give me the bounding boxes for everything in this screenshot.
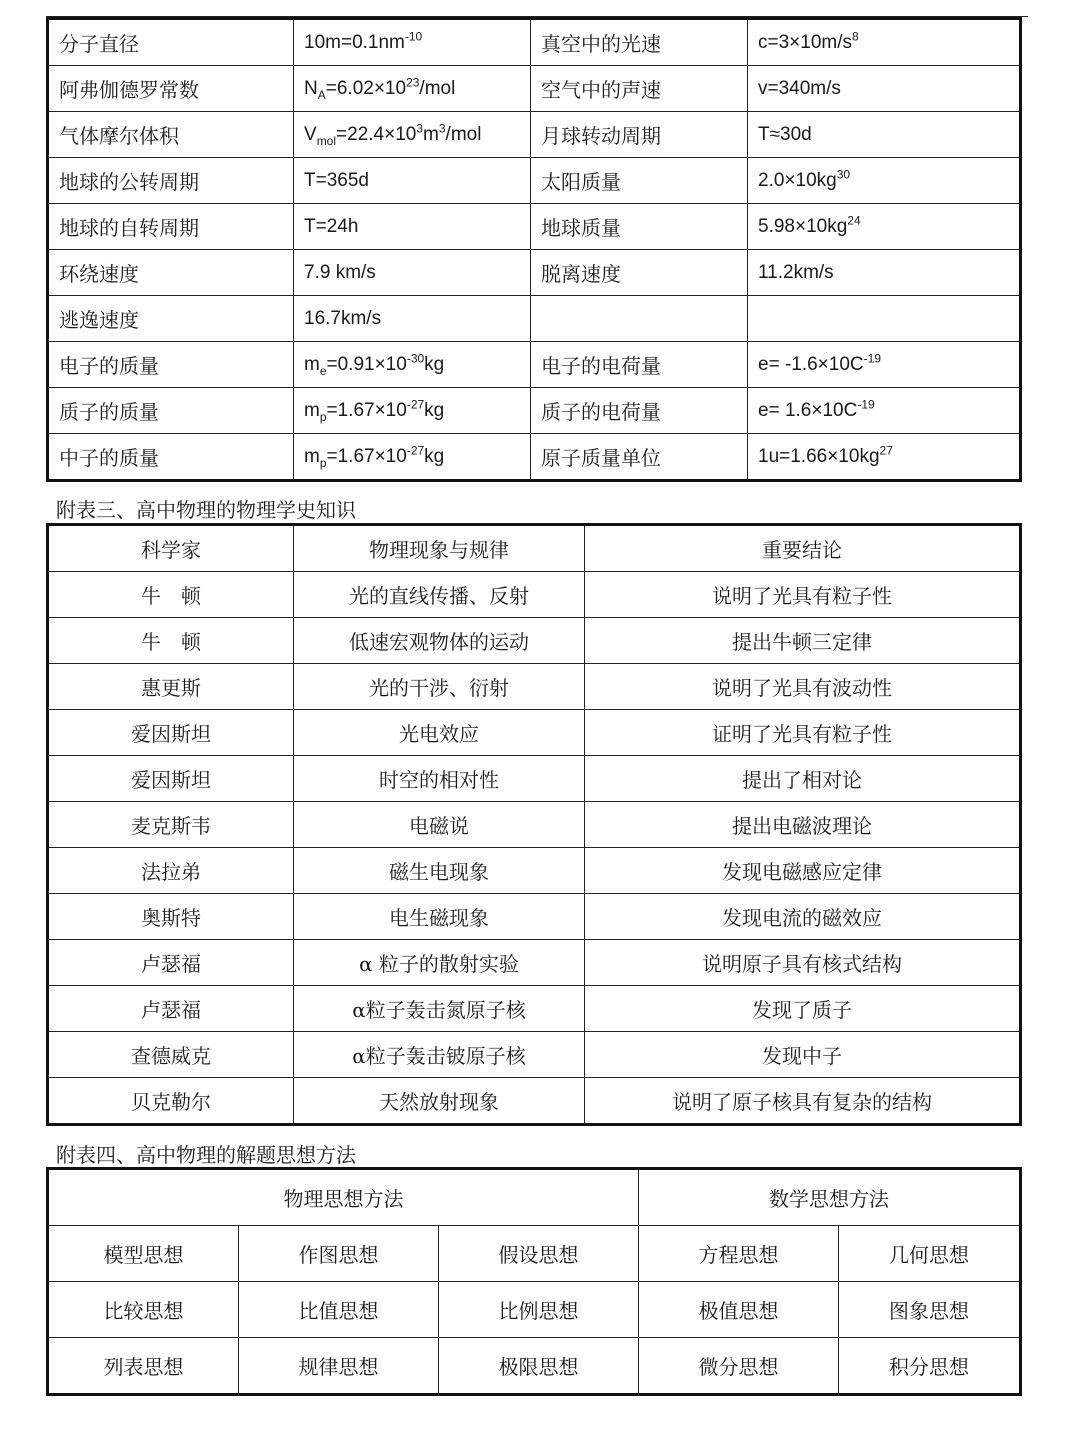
- value-part: 11.2km/s: [758, 261, 834, 283]
- constant-value: [748, 296, 1021, 342]
- value-part: 2.0×10: [758, 169, 817, 191]
- physics-method-cell: 比较思想: [48, 1282, 239, 1338]
- value-part: kg: [424, 353, 445, 375]
- value-part: kg: [424, 399, 445, 421]
- value-part: kg: [424, 445, 445, 467]
- constant-name: 原子质量单位: [531, 434, 748, 481]
- phenomenon-cell: 电磁说: [294, 802, 585, 848]
- constant-name: 电子的质量: [48, 342, 294, 388]
- constants-row: [48, 388, 1021, 434]
- math-method-cell: 积分思想: [839, 1338, 1021, 1395]
- methods-caption: 附表四、高中物理的解题思想方法: [56, 1143, 356, 1167]
- value-part: -30: [406, 351, 425, 366]
- value-part: T=24h: [304, 215, 359, 237]
- value-part: /mol: [445, 123, 482, 145]
- history-row: [48, 848, 1021, 894]
- math-method-cell: 微分思想: [639, 1338, 839, 1395]
- constants-table: [46, 17, 1022, 482]
- constants-row: [48, 204, 1021, 250]
- history-row: [48, 756, 1021, 802]
- value-part: mol: [316, 133, 337, 148]
- physics-method-cell: 模型思想: [48, 1226, 239, 1282]
- value-part: -19: [863, 351, 881, 366]
- value-part: 3: [416, 121, 424, 136]
- value-part: 7.9 km/s: [304, 261, 376, 283]
- constant-value: [294, 342, 531, 388]
- phenomenon-cell: 光电效应: [294, 710, 585, 756]
- methods-row: [48, 1338, 1021, 1395]
- scientist-cell: 爱因斯坦: [48, 710, 294, 756]
- phenomenon-cell: 光的直线传播、反射: [294, 572, 585, 618]
- value-part: kg: [859, 445, 880, 467]
- constant-value: [294, 434, 531, 481]
- constant-value: [294, 204, 531, 250]
- constant-name: 地球的公转周期: [48, 158, 294, 204]
- constants-row: [48, 19, 1021, 66]
- constants-row: [48, 250, 1021, 296]
- physics-method-cell: 作图思想: [239, 1226, 439, 1282]
- constant-value: [748, 204, 1021, 250]
- conclusion-cell: 说明原子具有核式结构: [585, 940, 1021, 986]
- value-part: =0.91×10: [326, 353, 407, 375]
- history-row: [48, 940, 1021, 986]
- constant-name: 中子的质量: [48, 434, 294, 481]
- value-part: C: [843, 399, 858, 421]
- value-part: p: [319, 409, 327, 424]
- constants-row: [48, 112, 1021, 158]
- value-part: =22.4×10: [336, 123, 417, 145]
- physics-method-cell: 极限思想: [439, 1338, 639, 1395]
- phenomenon-cell: 磁生电现象: [294, 848, 585, 894]
- value-part: v=340m/s: [758, 77, 841, 99]
- value-part: 5.98×10: [758, 215, 828, 237]
- constant-value: [748, 19, 1021, 66]
- constant-value: [748, 158, 1021, 204]
- physics-method-cell: 比例思想: [439, 1282, 639, 1338]
- constant-value: [294, 112, 531, 158]
- phenomenon-cell: 电生磁现象: [294, 894, 585, 940]
- conclusion-cell: 发现了质子: [585, 986, 1021, 1032]
- conclusion-cell: 说明了光具有波动性: [585, 664, 1021, 710]
- math-method-cell: 几何思想: [839, 1226, 1021, 1282]
- methods-row: [48, 1282, 1021, 1338]
- physics-method-cell: 列表思想: [48, 1338, 239, 1395]
- phenomenon-cell: α 粒子的散射实验: [294, 940, 585, 986]
- constant-value: [748, 112, 1021, 158]
- value-part: e= -1.6×10: [758, 353, 850, 375]
- value-part: 27: [879, 443, 893, 458]
- math-method-cell: 图象思想: [839, 1282, 1021, 1338]
- value-part: kg: [827, 215, 848, 237]
- value-part: -27: [406, 443, 425, 458]
- methods-table: [46, 1167, 1022, 1396]
- value-part: V: [304, 123, 317, 145]
- history-row: [48, 572, 1021, 618]
- constant-value: [294, 66, 531, 112]
- constant-name: 逃逸速度: [48, 296, 294, 342]
- constant-name: 空气中的声速: [531, 66, 748, 112]
- value-part: 23: [406, 75, 420, 90]
- constant-value: [748, 388, 1021, 434]
- math-methods-header: 数学思想方法: [639, 1169, 1021, 1226]
- physics-method-cell: 规律思想: [239, 1338, 439, 1395]
- value-part: -27: [406, 397, 425, 412]
- history-header-row: [48, 525, 1021, 572]
- constant-name: 太阳质量: [531, 158, 748, 204]
- scientist-cell: 法拉弟: [48, 848, 294, 894]
- scientist-cell: 爱因斯坦: [48, 756, 294, 802]
- value-part: 10: [304, 31, 326, 53]
- phenomenon-cell: 低速宏观物体的运动: [294, 618, 585, 664]
- header-scientist: 科学家: [48, 525, 294, 572]
- methods-row: [48, 1226, 1021, 1282]
- value-part: m: [304, 399, 320, 421]
- value-part: 3: [438, 121, 446, 136]
- scientist-cell: 查德威克: [48, 1032, 294, 1078]
- constant-name: 电子的电荷量: [531, 342, 748, 388]
- header-phenomenon: 物理现象与规律: [294, 525, 585, 572]
- conclusion-cell: 发现电磁感应定律: [585, 848, 1021, 894]
- scientist-cell: 卢瑟福: [48, 940, 294, 986]
- physics-method-cell: 假设思想: [439, 1226, 639, 1282]
- constant-name: [531, 296, 748, 342]
- scientist-cell: 麦克斯韦: [48, 802, 294, 848]
- constant-name: 真空中的光速: [531, 19, 748, 66]
- math-method-cell: 极值思想: [639, 1282, 839, 1338]
- conclusion-cell: 证明了光具有粒子性: [585, 710, 1021, 756]
- math-method-cell: 方程思想: [639, 1226, 839, 1282]
- value-part: 24: [847, 213, 861, 228]
- constants-row: [48, 434, 1021, 481]
- scientist-cell: 卢瑟福: [48, 986, 294, 1032]
- constants-row: [48, 66, 1021, 112]
- phenomenon-cell: α粒子轰击氮原子核: [294, 986, 585, 1032]
- value-part: T=365d: [304, 169, 369, 191]
- value-part: N: [304, 77, 318, 99]
- history-row: [48, 664, 1021, 710]
- constant-name: 脱离速度: [531, 250, 748, 296]
- constants-row: [48, 342, 1021, 388]
- value-part: kg: [816, 169, 837, 191]
- conclusion-cell: 提出电磁波理论: [585, 802, 1021, 848]
- history-row: [48, 710, 1021, 756]
- value-part: m=0.1nm: [325, 31, 405, 53]
- constants-row: [48, 158, 1021, 204]
- constants-row: [48, 296, 1021, 342]
- phenomenon-cell: 时空的相对性: [294, 756, 585, 802]
- constant-value: [748, 342, 1021, 388]
- value-part: T≈30d: [758, 123, 812, 145]
- phenomenon-cell: 天然放射现象: [294, 1078, 585, 1125]
- constant-value: [748, 250, 1021, 296]
- history-row: [48, 1078, 1021, 1125]
- value-part: e: [319, 363, 327, 378]
- constant-value: [748, 434, 1021, 481]
- conclusion-cell: 提出牛顿三定律: [585, 618, 1021, 664]
- physics-history-table: [46, 523, 1022, 1126]
- physics-method-cell: 比值思想: [239, 1282, 439, 1338]
- constant-name: 环绕速度: [48, 250, 294, 296]
- conclusion-cell: 说明了原子核具有复杂的结构: [585, 1078, 1021, 1125]
- scientist-cell: 贝克勒尔: [48, 1078, 294, 1125]
- conclusion-cell: 说明了光具有粒子性: [585, 572, 1021, 618]
- value-part: m/s: [821, 31, 853, 53]
- constant-name: 地球质量: [531, 204, 748, 250]
- history-row: [48, 894, 1021, 940]
- constant-value: [294, 388, 531, 434]
- value-part: m: [423, 123, 439, 145]
- constant-value: [748, 66, 1021, 112]
- constant-name: 质子的质量: [48, 388, 294, 434]
- constant-value: [294, 296, 531, 342]
- phenomenon-cell: 光的干涉、衍射: [294, 664, 585, 710]
- value-part: A: [317, 87, 326, 102]
- value-part: e= 1.6×10: [758, 399, 844, 421]
- value-part: =1.67×10: [326, 445, 407, 467]
- value-part: p: [319, 455, 327, 470]
- constant-name: 气体摩尔体积: [48, 112, 294, 158]
- constant-value: [294, 158, 531, 204]
- methods-header-row: [48, 1169, 1021, 1226]
- history-row: [48, 1032, 1021, 1078]
- constant-name: 质子的电荷量: [531, 388, 748, 434]
- value-part: 8: [852, 29, 859, 44]
- conclusion-cell: 发现中子: [585, 1032, 1021, 1078]
- value-part: -10: [404, 29, 423, 44]
- value-part: =1.67×10: [326, 399, 407, 421]
- history-row: [48, 802, 1021, 848]
- value-part: 1u=1.66×10: [758, 445, 860, 467]
- header-conclusion: 重要结论: [585, 525, 1021, 572]
- value-part: -19: [857, 397, 875, 412]
- value-part: 30: [836, 167, 851, 182]
- scientist-cell: 惠更斯: [48, 664, 294, 710]
- value-part: c=3×10: [758, 31, 822, 53]
- value-part: 16.7km/s: [304, 307, 382, 329]
- constant-name: 分子直径: [48, 19, 294, 66]
- value-part: m: [304, 353, 320, 375]
- constant-name: 月球转动周期: [531, 112, 748, 158]
- history-row: [48, 986, 1021, 1032]
- constant-value: [294, 250, 531, 296]
- phenomenon-cell: α粒子轰击铍原子核: [294, 1032, 585, 1078]
- physics-methods-header: 物理思想方法: [48, 1169, 639, 1226]
- value-part: /mol: [419, 77, 456, 99]
- conclusion-cell: 发现电流的磁效应: [585, 894, 1021, 940]
- value-part: C: [849, 353, 864, 375]
- constant-name: 阿弗伽德罗常数: [48, 66, 294, 112]
- scientist-cell: 牛 顿: [48, 618, 294, 664]
- history-caption: 附表三、高中物理的物理学史知识: [56, 498, 356, 522]
- constant-name: 地球的自转周期: [48, 204, 294, 250]
- scientist-cell: 牛 顿: [48, 572, 294, 618]
- value-part: m: [304, 445, 320, 467]
- value-part: =6.02×10: [325, 77, 407, 99]
- scientist-cell: 奥斯特: [48, 894, 294, 940]
- history-row: [48, 618, 1021, 664]
- constant-value: [294, 19, 531, 66]
- conclusion-cell: 提出了相对论: [585, 756, 1021, 802]
